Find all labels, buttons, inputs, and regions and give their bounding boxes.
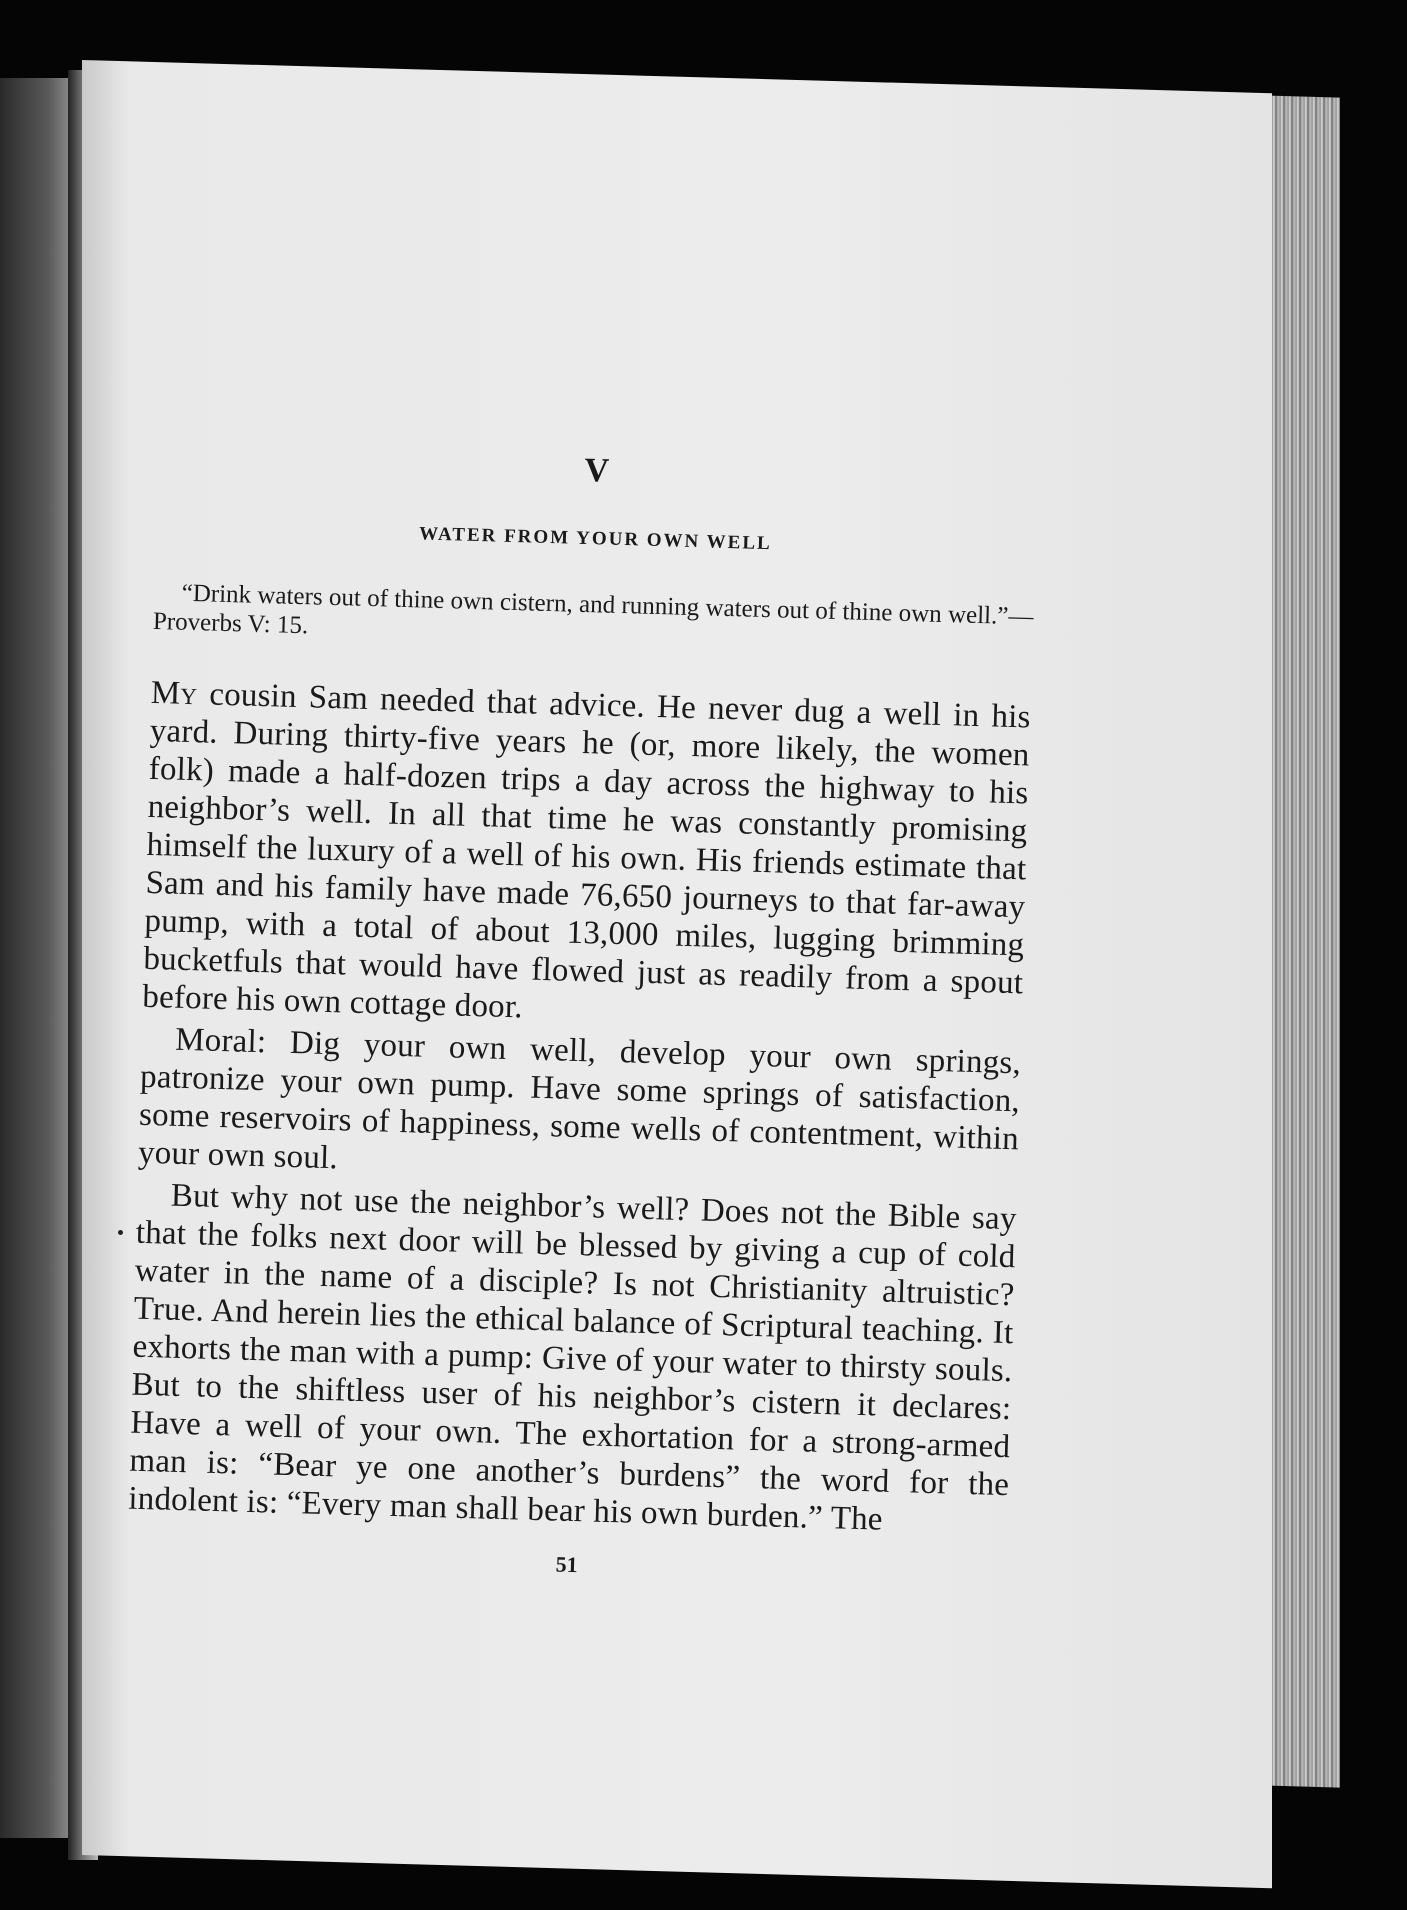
paragraph-1-text: cousin Sam needed that advice. He never dug a well in his yard. During thirty-five years he (or, more likely, the women folk) made a half-dozen trips a day across the highway to his neighbor’s well. In all that time he was constantly promising himself the luxury of a well of his own. His friends estimate that Sam and his family have made 76,650 journeys to that far-away pump, with a total of about 13,000 miles, lugging brimming bucketfuls that would have flowed just as readily from a spout before his own cottage door.: [141, 676, 1032, 1026]
paragraph-2: Moral: Dig your own well, develop your own springs, patronize your own pump. Have some springs of satisfaction, some reservoirs of happiness, some wells of contentment, within your own soul.: [137, 1021, 1022, 1177]
page-text: [127, 440, 1038, 1590]
page-number: 51: [555, 1551, 579, 1578]
epigraph: “Drink waters out of thine own cistern, and running waters out of thine own well.”—Proverbs V: 15.: [152, 579, 1034, 640]
margin-mark: [118, 1230, 123, 1235]
chapter-title: WATER FROM YOUR OWN WELL: [418, 523, 772, 555]
paragraph-3: But why not use the neighbor’s well? Does not the Bible say that the folks next door will be blessed by giving a cup of cold water in the name of a disciple? Is not Christianity altruistic? True. And herein lies the ethical balance of Scriptural teaching. It exhorts the man with a pump: Give of your water to thirsty souls. But to the shiftless user of his neighbor’s cistern it declares: Have a well of your own. The exhortation for a strong-armed man is: “Bear ye one another’s burdens” the word for the indolent is: “Every man shall bear his own burden.” The: [127, 1177, 1018, 1538]
paragraph-1: [142, 674, 1031, 1040]
chapter-number: V: [584, 451, 611, 490]
paragraph-1-lead: My: [150, 674, 198, 713]
